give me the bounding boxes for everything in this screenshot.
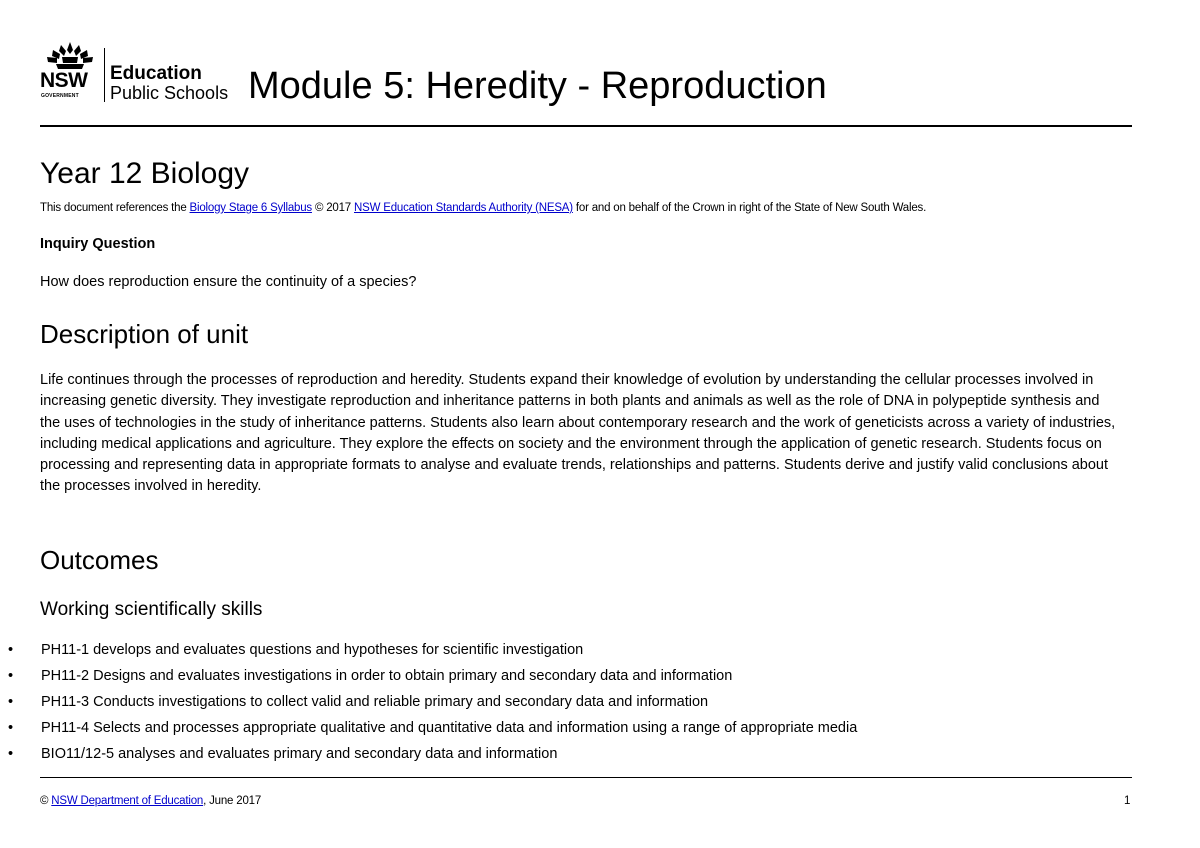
- government-wordmark: GOVERNMENT: [41, 93, 79, 99]
- logo-public-schools-text: Public Schools: [110, 83, 229, 103]
- inquiry-question-heading: Inquiry Question: [40, 236, 156, 252]
- outcome-text: PH11-4 Selects and processes appropriate qualitative and quantitative data and information using a range of appropriate media: [41, 720, 858, 736]
- bullet-icon: •: [8, 746, 14, 762]
- footer-copyright: [40, 793, 261, 809]
- page-header: [40, 38, 1132, 107]
- biology-syllabus-link[interactable]: Biology Stage 6 Syllabus: [189, 202, 312, 214]
- reference-prefix: This document references the: [40, 202, 190, 214]
- outcome-text: PH11-1 develops and evaluates questions and hypotheses for scientific investigation: [41, 642, 584, 658]
- outcome-text: BIO11/12-5 analyses and evaluates primary and secondary data and information: [41, 746, 558, 762]
- bullet-icon: •: [8, 668, 14, 684]
- outcome-text: PH11-3 Conducts investigations to collect valid and reliable primary and secondary data and information: [41, 694, 709, 710]
- outcome-text: PH11-2 Designs and evaluates investigations in order to obtain primary and secondary data and information: [41, 668, 733, 684]
- logo-divider: [104, 48, 105, 102]
- syllabus-reference: [40, 200, 926, 216]
- reference-suffix: for and on behalf of the Crown in right of the State of New South Wales.: [572, 202, 927, 214]
- bullet-icon: •: [8, 694, 14, 710]
- nesa-link[interactable]: NSW Education Standards Authority (NESA): [354, 202, 573, 214]
- page-number: 1: [1124, 795, 1131, 807]
- course-title: Year 12 Biology: [40, 157, 250, 190]
- working-scientifically-heading: Working scientifically skills: [40, 599, 263, 620]
- header-divider: [40, 125, 1132, 127]
- nsw-wordmark: NSW: [40, 69, 88, 92]
- logo-education-text: Education: [110, 63, 202, 84]
- outcomes-heading: Outcomes: [40, 545, 159, 575]
- footer-copyright-symbol: ©: [40, 795, 52, 807]
- document-title: Module 5: Heredity - Reproduction: [248, 65, 827, 107]
- nsw-department-link[interactable]: NSW Department of Education: [51, 795, 204, 807]
- nsw-education-logo: [40, 40, 240, 103]
- footer-date: , June 2017: [203, 795, 262, 807]
- bullet-icon: •: [8, 720, 14, 736]
- description-heading: Description of unit: [40, 319, 249, 349]
- inquiry-question-text: How does reproduction ensure the continuity of a species?: [40, 274, 417, 290]
- reference-copyright: © 2017: [311, 202, 354, 214]
- description-body: Life continues through the processes of reproduction and heredity. Students expand their knowledge of evolution by understanding the cellular processes involved in increasing genetic diversity. They investigate reproduction and inheritance patterns in both plants and animals as well as the role of DNA in polypeptide synthesis and the uses of technologies in the study of inheritance patterns. Students also learn about contemporary research and the work of geneticists across a variety of industries, including medical applications and agriculture. They explore the effects on society and the environment through the application of genetic research. Students focus on processing and representing data in appropriate formats to analyse and evaluate trends, relationships and patterns. Students derive and justify valid conclusions about the processes involved in heredity.: [40, 372, 1116, 495]
- footer-divider: [40, 777, 1132, 778]
- waratah-flower-icon: [42, 40, 98, 70]
- bullet-icon: •: [8, 642, 14, 658]
